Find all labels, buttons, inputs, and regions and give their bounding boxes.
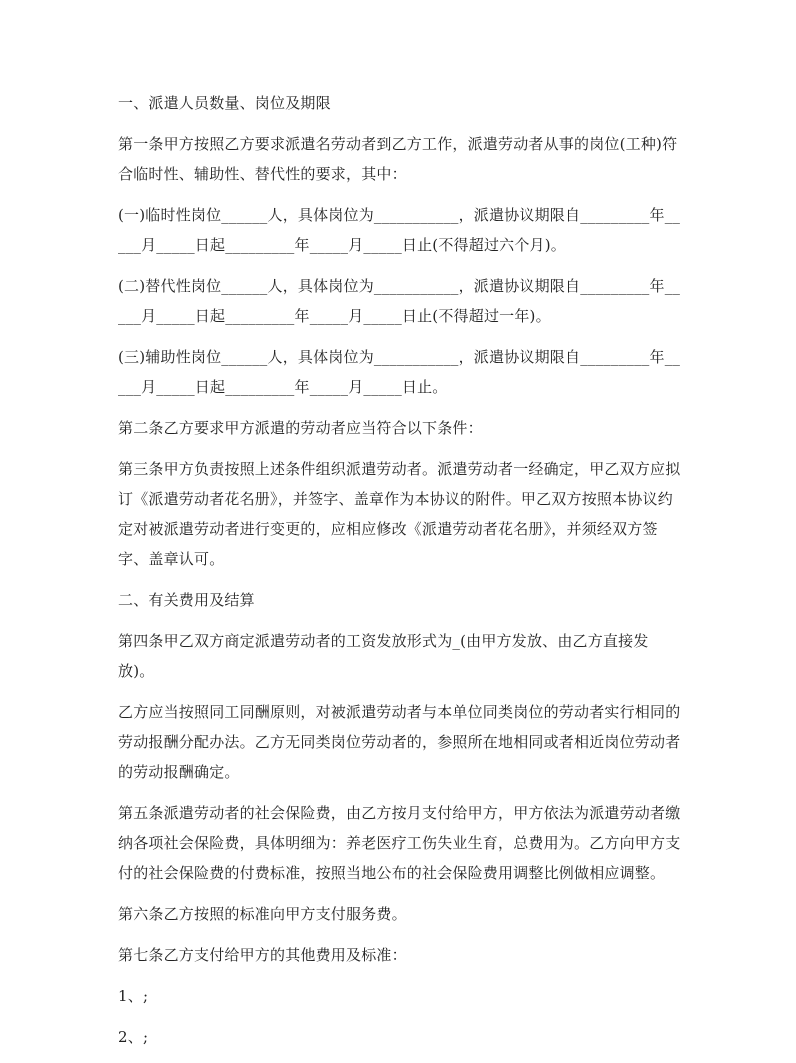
article-3: 第三条甲方负责按照上述条件组织派遣劳动者。派遣劳动者一经确定，甲乙双方应拟订《派遣劳动者花名册》，并签字、盖章作为本协议的附件。甲乙双方按照本协议约定对被派遣劳动者进行变更的，应相应修改《派遣劳动者花名册》，并须经双方签字、盖章认可。 (118, 460, 681, 568)
equal-pay-paragraph: 乙方应当按照同工同酬原则，对被派遣劳动者与本单位同类岗位的劳动者实行相同的劳动报酬分配办法。乙方无同类岗位劳动者的，参照所在地相同或者相近岗位劳动者的劳动报酬确定。 (118, 703, 681, 781)
article-7: 第七条乙方支付给甲方的其他费用及标准： (118, 946, 407, 964)
article-6: 第六条乙方按照的标准向甲方支付服务费。 (118, 905, 407, 923)
article-1-item-1: (一)临时性岗位______人，具体岗位为___________，派遣协议期限自_________年_____月_____日起_________年_____月_____日止(不得超过六个月)。 (118, 206, 681, 254)
article-5: 第五条派遣劳动者的社会保险费，由乙方按月支付给甲方，甲方依法为派遣劳动者缴纳各项社会保险费，具体明细为：养老医疗工伤失业生育，总费用为。乙方向甲方支付的社会保险费的付费标准，按照当地公布的社会保险费用调整比例做相应调整。 (118, 804, 681, 882)
list-item: 2、; (118, 1028, 149, 1046)
section-2-heading: 二、有关费用及结算 (118, 591, 255, 609)
article-1-item-2: (二)替代性岗位______人，具体岗位为___________，派遣协议期限自_________年_____月_____日起_________年_____月_____日止(不得超过一年)。 (118, 277, 681, 325)
article-4: 第四条甲乙双方商定派遣劳动者的工资发放形式为_(由甲方发放、由乙方直接发放)。 (118, 632, 649, 680)
article-2: 第二条乙方要求甲方派遣的劳动者应当符合以下条件： (118, 419, 483, 437)
document-page (118, 88, 682, 1063)
article-1: 第一条甲方按照乙方要求派遣名劳动者到乙方工作，派遣劳动者从事的岗位(工种)符合临时性、辅助性、替代性的要求，其中： (118, 135, 678, 183)
article-1-item-3: (三)辅助性岗位______人，具体岗位为___________，派遣协议期限自_________年_____月_____日起_________年_____月_____日止。 (118, 348, 681, 396)
section-1-heading: 一、派遣人员数量、岗位及期限 (118, 94, 331, 112)
list-item: 1、; (118, 987, 149, 1005)
